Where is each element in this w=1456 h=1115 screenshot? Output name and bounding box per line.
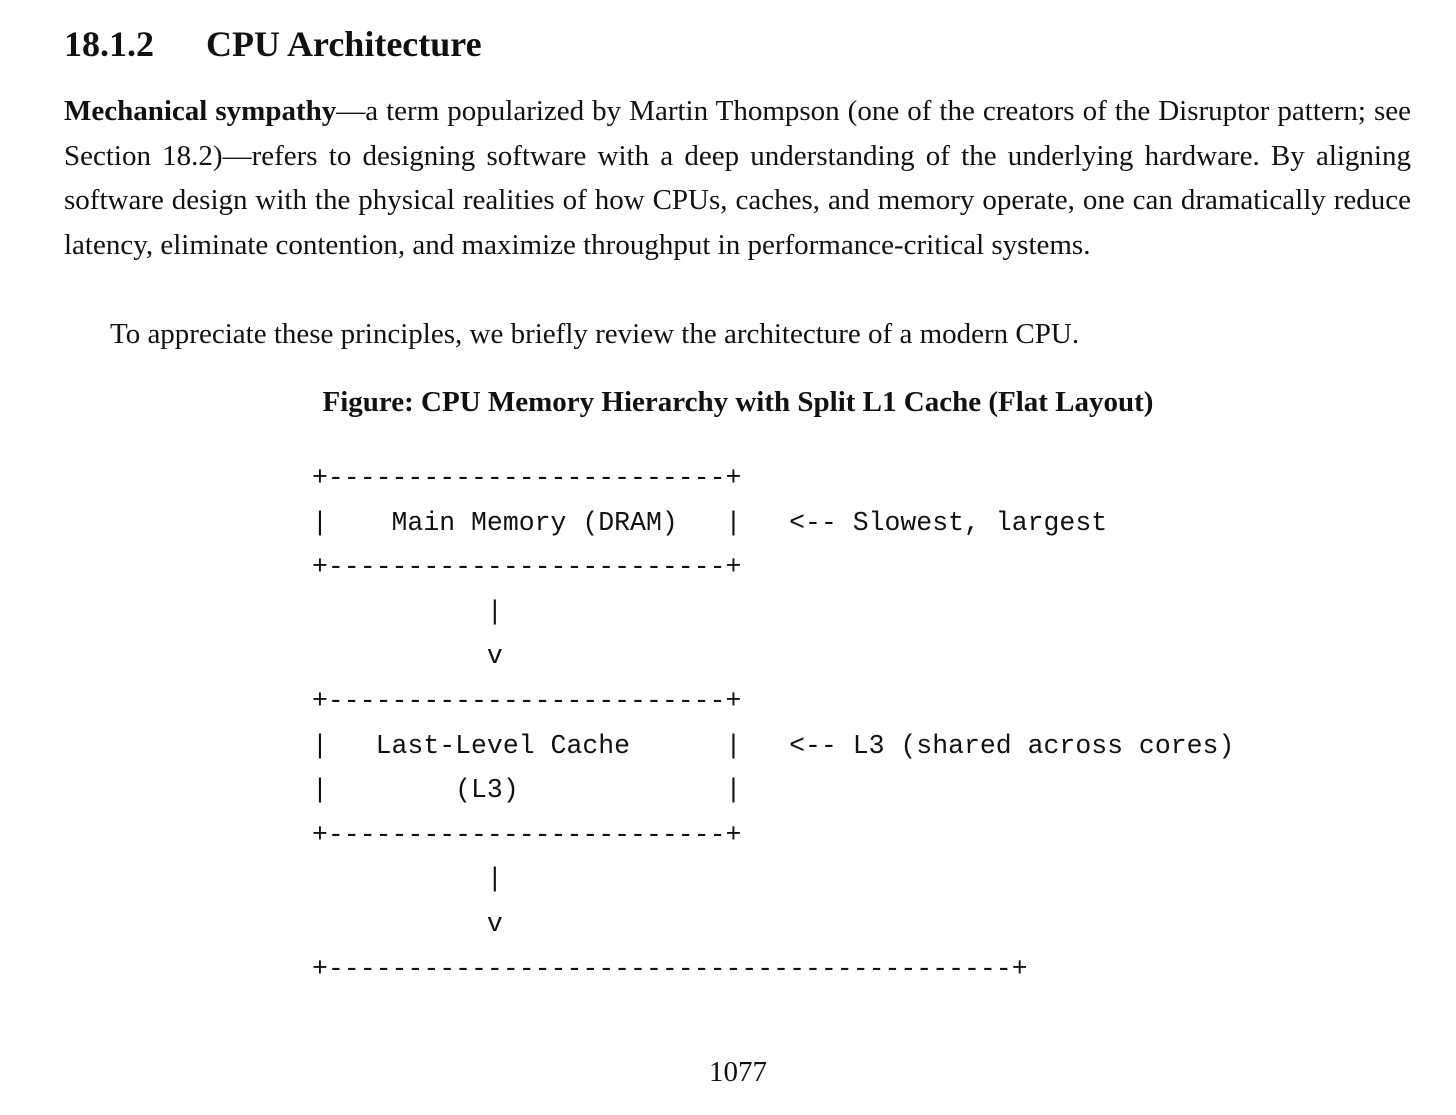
paragraph-lead-term: Mechanical sympathy [64, 95, 337, 127]
diagram-line: | Main Memory (DRAM) | <-- Slowest, largest [312, 507, 1108, 538]
diagram-line: | (L3) | [312, 775, 742, 806]
paragraph-body: —a term popularized by Martin Thompson (one of the creators of the Disruptor pattern; see Section 18.2)—refers to designing software with a deep understanding of the underlying hardware. By aligning software design with the physical realities of how CPUs, caches, and memory operate, one can dramatically reduce latency, eliminate contention, and maximize throughput in performance-critical systems. [64, 95, 1412, 261]
ascii-diagram [312, 456, 1234, 991]
diagram-line: | [312, 864, 503, 895]
diagram-line: | Last-Level Cache | <-- L3 (shared across cores) [312, 730, 1235, 761]
diagram-line: +-------------------------+ [312, 819, 742, 850]
diagram-line: +-------------------------------------------+ [312, 953, 1028, 984]
diagram-line: v [312, 908, 503, 939]
diagram-line: v [312, 641, 503, 672]
paragraph-mechanical-sympathy [64, 89, 1411, 267]
diagram-line: +-------------------------+ [312, 552, 742, 583]
diagram-line: +-------------------------+ [312, 685, 742, 716]
section-heading [64, 22, 482, 66]
paragraph-intro: To appreciate these principles, we briefly review the architecture of a modern CPU. [110, 318, 1080, 350]
section-number: 18.1.2 [64, 24, 154, 64]
diagram-line: +-------------------------+ [312, 463, 742, 493]
section-title: CPU Architecture [206, 24, 482, 64]
figure-caption: Figure: CPU Memory Hierarchy with Split L1 Cache (Flat Layout) [322, 386, 1154, 418]
diagram-line: | [312, 596, 503, 627]
page-number: 1077 [709, 1056, 767, 1088]
